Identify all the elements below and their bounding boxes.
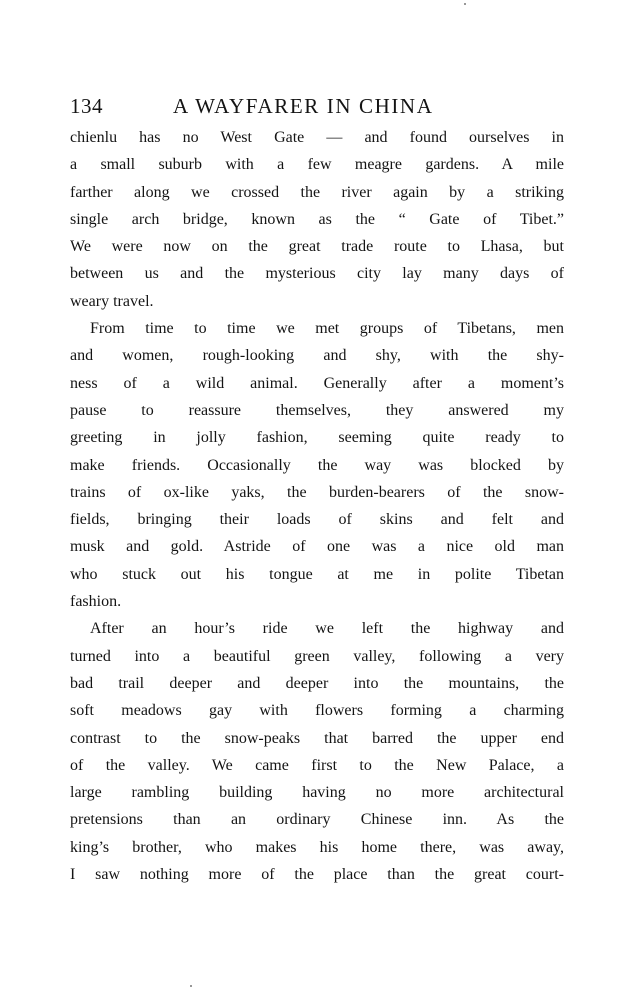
text-line: bad trail deeper and deeper into the mountains, the: [70, 674, 564, 692]
text-line: turned into a beautiful green valley, following a very: [70, 647, 564, 665]
text-line: trains of ox-like yaks, the burden-bearers of the snow-: [70, 483, 564, 501]
text-line: of the valley. We came first to the New Palace, a: [70, 756, 564, 774]
text-line: We were now on the great trade route to Lhasa, but: [70, 238, 564, 256]
running-title: A WAYFARER IN CHINA: [173, 94, 434, 118]
page-header: [70, 94, 570, 124]
paragraph-1: [70, 129, 564, 320]
paragraph-3: [70, 620, 564, 893]
text-line: pause to reassure themselves, they answered my: [70, 401, 564, 419]
scan-speck: [190, 985, 192, 987]
scan-speck: [464, 3, 466, 5]
text-line: contrast to the snow-peaks that barred the upper end: [70, 729, 564, 747]
text-line: fashion.: [70, 593, 122, 611]
text-line: chienlu has no West Gate — and found ourselves in: [70, 129, 564, 146]
text-line: farther along we crossed the river again by a striking: [70, 183, 564, 201]
text-line: musk and gold. Astride of one was a nice old man: [70, 538, 564, 556]
text-line: After an hour’s ride we left the highway and: [90, 620, 564, 638]
text-line: I saw nothing more of the place than the great court-: [70, 866, 564, 884]
text-line: ness of a wild animal. Generally after a moment’s: [70, 374, 564, 392]
text-line: a small suburb with a few meagre gardens. A mile: [70, 156, 564, 174]
text-line: make friends. Occasionally the way was blocked by: [70, 456, 564, 474]
text-line: From time to time we met groups of Tibetans, men: [90, 320, 564, 338]
text-line: king’s brother, who makes his home there, was away,: [70, 838, 564, 856]
text-line: greeting in jolly fashion, seeming quite ready to: [70, 429, 564, 447]
text-line: single arch bridge, known as the “ Gate of Tibet.”: [70, 210, 564, 228]
text-line: weary travel.: [70, 292, 154, 310]
text-line: large rambling building having no more architectural: [70, 784, 564, 802]
text-line: who stuck out his tongue at me in polite Tibetan: [70, 565, 564, 583]
text-line: and women, rough-looking and shy, with the shy-: [70, 347, 564, 365]
text-line: fields, bringing their loads of skins and felt and: [70, 511, 564, 529]
text-line: between us and the mysterious city lay many days of: [70, 265, 564, 283]
body-text: [70, 129, 564, 893]
text-line: soft meadows gay with flowers forming a charming: [70, 702, 564, 720]
paragraph-2: [70, 320, 564, 620]
text-line: pretensions than an ordinary Chinese inn. As the: [70, 811, 564, 829]
page-number: 134: [70, 94, 103, 118]
